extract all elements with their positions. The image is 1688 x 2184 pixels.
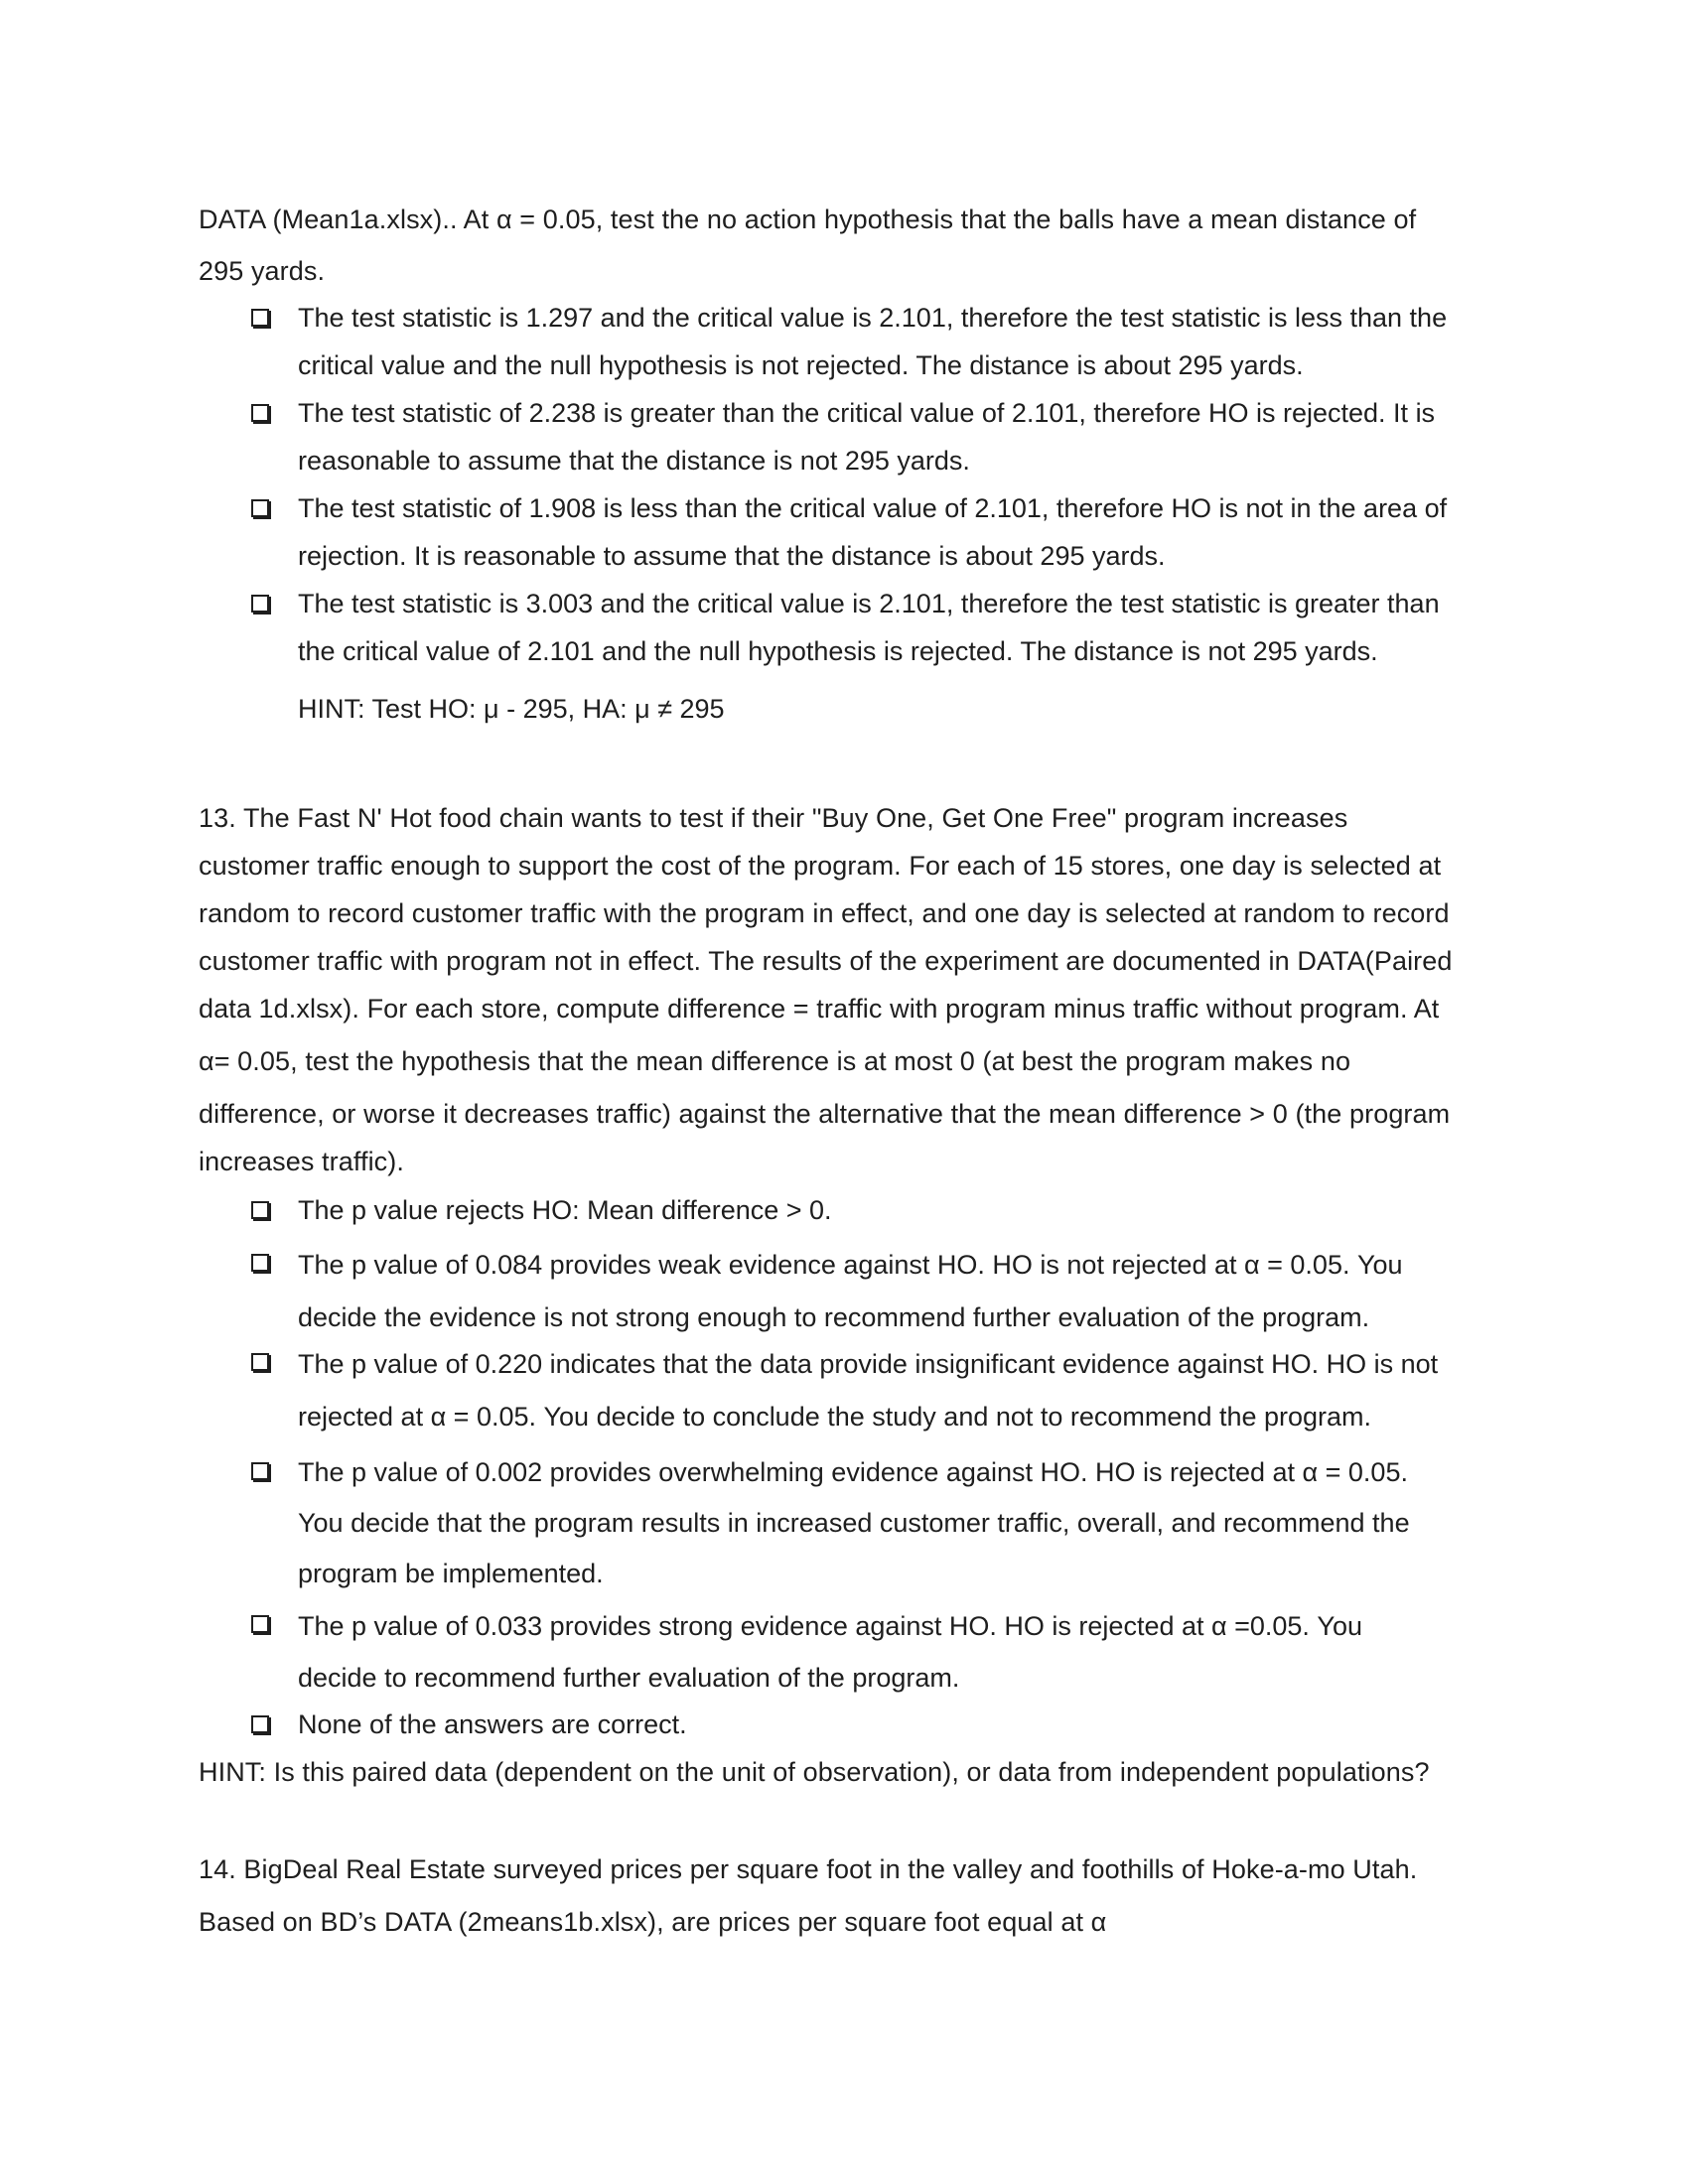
q12-option-3 [298, 484, 1509, 580]
q13-option-5 [298, 1600, 1509, 1704]
q12-option-1-checkbox[interactable] [251, 309, 269, 327]
q12-intro-line: DATA (Mean1a.xlsx).. At α = 0.05, test the no action hypothesis that the balls have a mean distance of [199, 205, 1417, 234]
q13-option-1-line: The p value rejects HO: Mean difference > 0. [298, 1195, 832, 1225]
q12-option-3-line: rejection. It is reasonable to assume that the distance is about 295 yards. [298, 541, 1166, 571]
q13-option-2-line: The p value of 0.084 provides weak evidence against HO. HO is not rejected at α = 0.05. You [298, 1250, 1403, 1280]
q13-intro-line: data 1d.xlsx). For each store, compute difference = traffic with program minus traffic without program. At [199, 994, 1440, 1024]
q13-option-4-line: program be implemented. [298, 1559, 604, 1588]
q13-option-6-line: None of the answers are correct. [298, 1709, 687, 1739]
q14-intro-line: Based on BD’s DATA (2means1b.xlsx), are prices per square foot equal at α [199, 1907, 1107, 1937]
q13-option-2-checkbox[interactable] [251, 1254, 269, 1272]
q13-option-3-line: The p value of 0.220 indicates that the data provide insignificant evidence against HO. HO is not [298, 1349, 1439, 1379]
q13-option-6 [298, 1701, 1509, 1748]
q13-option-1-checkbox[interactable] [251, 1201, 269, 1219]
q12-option-4-line: the critical value of 2.101 and the null hypothesis is rejected. The distance is not 295 yards. [298, 636, 1378, 666]
q12-option-2-line: The test statistic of 2.238 is greater than the critical value of 2.101, therefore HO is rejected. It is [298, 398, 1436, 428]
q12-option-1-line: The test statistic is 1.297 and the critical value is 2.101, therefore the test statistic is less than the [298, 303, 1448, 333]
q14-intro-line: 14. BigDeal Real Estate surveyed prices per square foot in the valley and foothills of Hoke-a-mo Utah. [199, 1854, 1418, 1884]
q13-option-5-checkbox[interactable] [251, 1615, 269, 1633]
q12-option-4-line: The test statistic is 3.003 and the critical value is 2.101, therefore the test statistic is greater than [298, 589, 1440, 618]
q13-hint-text: HINT: Is this paired data (dependent on the unit of observation), or data from independent populations? [199, 1757, 1430, 1787]
q13-intro-line: 13. The Fast N' Hot food chain wants to test if their "Buy One, Get One Free" program increases [199, 803, 1348, 833]
q12-option-1-line: critical value and the null hypothesis is not rejected. The distance is about 295 yards. [298, 350, 1304, 380]
q12-intro [199, 194, 1489, 297]
q12-option-3-checkbox[interactable] [251, 499, 269, 517]
q13-intro-line: increases traffic). [199, 1147, 404, 1176]
q13-option-5-line: decide to recommend further evaluation of the program. [298, 1663, 960, 1693]
q12-option-2 [298, 389, 1509, 484]
q12-hint [298, 685, 1509, 733]
q14-intro [199, 1843, 1489, 1949]
q13-intro-line: customer traffic with program not in effect. The results of the experiment are documented in DATA(Paired [199, 946, 1453, 976]
q12-option-4-checkbox[interactable] [251, 595, 269, 613]
q13-intro-line: customer traffic enough to support the cost of the program. For each of 15 stores, one day is selected at [199, 851, 1442, 881]
q13-option-1 [298, 1186, 1509, 1234]
q13-option-2 [298, 1239, 1509, 1344]
q12-intro-line: 295 yards. [199, 256, 326, 286]
q13-intro [199, 794, 1489, 1185]
q12-option-1 [298, 294, 1509, 389]
q12-option-2-checkbox[interactable] [251, 404, 269, 422]
q13-option-4 [298, 1447, 1509, 1599]
q12-option-2-line: reasonable to assume that the distance is not 295 yards. [298, 446, 970, 476]
q13-intro-line: random to record customer traffic with the program in effect, and one day is selected at random to record [199, 898, 1450, 928]
q13-option-5-line: The p value of 0.033 provides strong evidence against HO. HO is rejected at α =0.05. You [298, 1611, 1362, 1641]
q12-option-4 [298, 580, 1509, 675]
q13-option-6-checkbox[interactable] [251, 1715, 269, 1733]
q13-intro-line: α= 0.05, test the hypothesis that the mean difference is at most 0 (at best the program makes no [199, 1046, 1351, 1076]
q12-option-3-line: The test statistic of 1.908 is less than the critical value of 2.101, therefore HO is not in the area of [298, 493, 1448, 523]
q13-option-2-line: decide the evidence is not strong enough to recommend further evaluation of the program. [298, 1302, 1370, 1332]
q13-option-3-line: rejected at α = 0.05. You decide to conclude the study and not to recommend the program. [298, 1402, 1372, 1432]
q13-hint [199, 1748, 1489, 1796]
q13-option-4-line: You decide that the program results in increased customer traffic, overall, and recommend the [298, 1508, 1410, 1538]
q13-option-4-checkbox[interactable] [251, 1462, 269, 1480]
q13-option-3-checkbox[interactable] [251, 1353, 269, 1371]
q13-intro-line: difference, or worse it decreases traffic) against the alternative that the mean difference > 0 (the program [199, 1099, 1451, 1129]
q13-option-4-line: The p value of 0.002 provides overwhelming evidence against HO. HO is rejected at α = 0.05. [298, 1457, 1408, 1487]
q13-option-3 [298, 1338, 1509, 1443]
q12-hint-text: HINT: Test HO: μ - 295, HA: μ ≠ 295 [298, 694, 725, 724]
